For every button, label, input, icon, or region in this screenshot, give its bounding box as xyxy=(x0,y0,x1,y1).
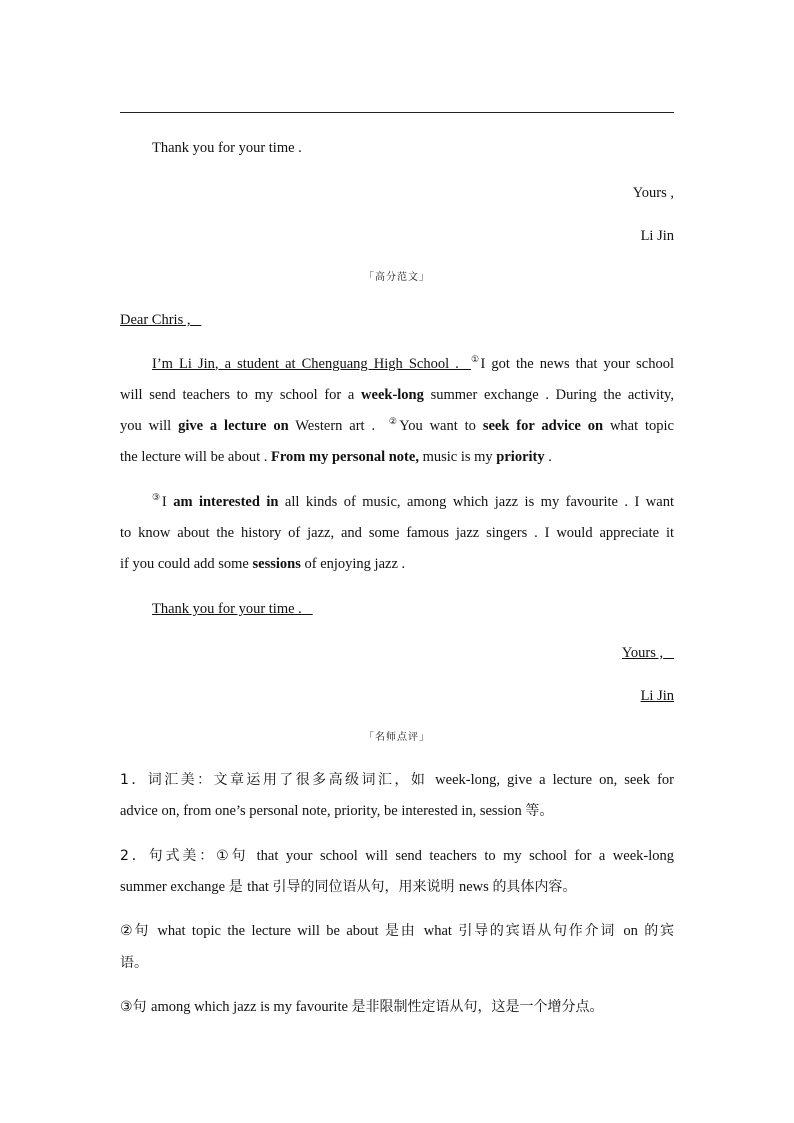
horizontal-rule xyxy=(120,112,674,113)
circled-marker-3: ③ xyxy=(152,492,162,502)
review-heading: 「名师点评」 xyxy=(364,732,430,743)
closing-yours-top: Yours , xyxy=(632,185,674,201)
closing-thanks-top: Thank you for your time . xyxy=(152,140,302,156)
review-p2-line2: summer exchange 是 that 引导的同位语从句，用来说明 news 的具体内容。 xyxy=(120,879,577,895)
signature: Li Jin xyxy=(640,688,674,704)
para2-line3: if you could add some sessions of enjoying jazz . xyxy=(120,556,406,572)
review-p1-line2: advice on, from one’s personal note, priority, be interested in, session 等。 xyxy=(120,803,554,819)
review-p3-line2: 语。 xyxy=(120,955,148,971)
para2-line2: to know about the history of jazz, and some famous jazz singers . I would appreciate it xyxy=(120,525,674,541)
para1-line2: will send teachers to my school for a week-long summer exchange . During the activity, xyxy=(120,387,674,403)
closing-thanks: Thank you for your time . xyxy=(152,601,302,617)
para1-line4: the lecture will be about . From my personal note, music is my priority . xyxy=(120,449,552,465)
signature-top: Li Jin xyxy=(640,228,674,244)
circled-marker-1: ① xyxy=(470,354,481,364)
review-p2-line1: 2．句式美：①句 that your school will send teachers to my school for a week-long xyxy=(120,848,674,864)
closing-yours: Yours , xyxy=(621,645,664,661)
para1-line3: you will give a lecture on Western art . ②You want to seek for advice on what topic xyxy=(120,416,674,434)
salutation: Dear Chris , xyxy=(120,312,191,328)
review-p4: ③句 among which jazz is my favourite 是非限制性定语从句，这是一个增分点。 xyxy=(120,999,604,1015)
review-p3-line1: ②句 what topic the lecture will be about 是由 what 引导的宾语从句作介词 on 的宾 xyxy=(120,923,675,939)
para2-line1: ③I am interested in all kinds of music, among which jazz is my favourite . I want xyxy=(152,492,674,510)
para1-line1: I’m Li Jin, a student at Chenguang High School . ①I got the news that your school xyxy=(152,354,675,372)
circled-marker-2: ② xyxy=(388,416,400,426)
review-p1-line1: 1．词汇美：文章运用了很多高级词汇，如 week-long, give a lecture on, seek for xyxy=(120,772,675,788)
sample-heading: 「高分范文」 xyxy=(364,272,430,283)
